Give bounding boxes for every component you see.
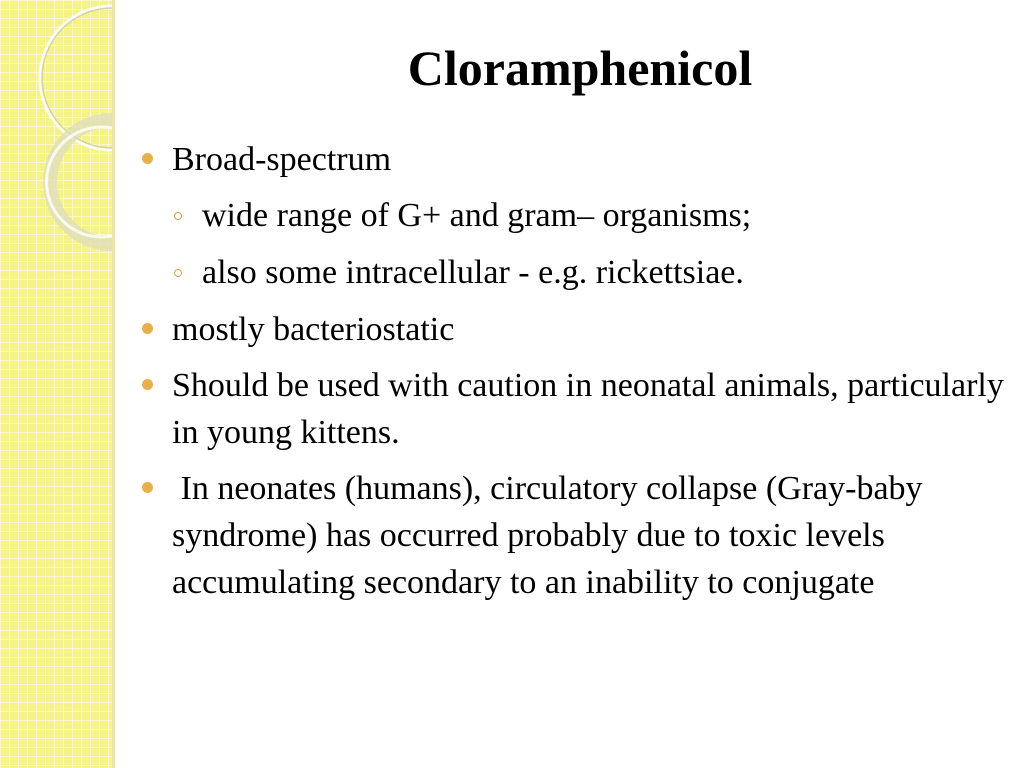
bullet-text: In neonates (humans), circulatory collapse (Gray-baby syndrome) has occurred probably due to toxic levels accumulating secondary to an inability to conjugate [172,470,932,601]
bullet-dot-icon [142,323,153,334]
bullet-text: Broad-spectrum [172,141,392,178]
bullet-list [136,136,1006,615]
bullet-item [136,136,1006,183]
bullet-text: mostly bacteriostatic [172,311,455,348]
slide-title: Cloramphenicol [407,40,753,96]
bullet-dot-icon [142,482,153,493]
bullet-dot-icon [142,153,153,164]
bullet-ring-icon [174,212,182,220]
sub-bullet-item [136,192,1006,239]
bullet-ring-icon [174,269,182,277]
bullet-item [136,306,1006,353]
bullet-item [136,362,1006,456]
decorative-rings-icon [0,0,140,260]
sub-bullet-text: wide range of G+ and gram– organisms; [202,197,752,234]
bullet-text: Should be used with caution in neonatal animals, particularly in young kittens. [172,367,1004,451]
sub-bullet-item [136,249,1006,296]
sub-bullet-text: also some intracellular - e.g. rickettsiae. [202,254,744,291]
bullet-item [136,465,1006,606]
bullet-dot-icon [142,379,153,390]
